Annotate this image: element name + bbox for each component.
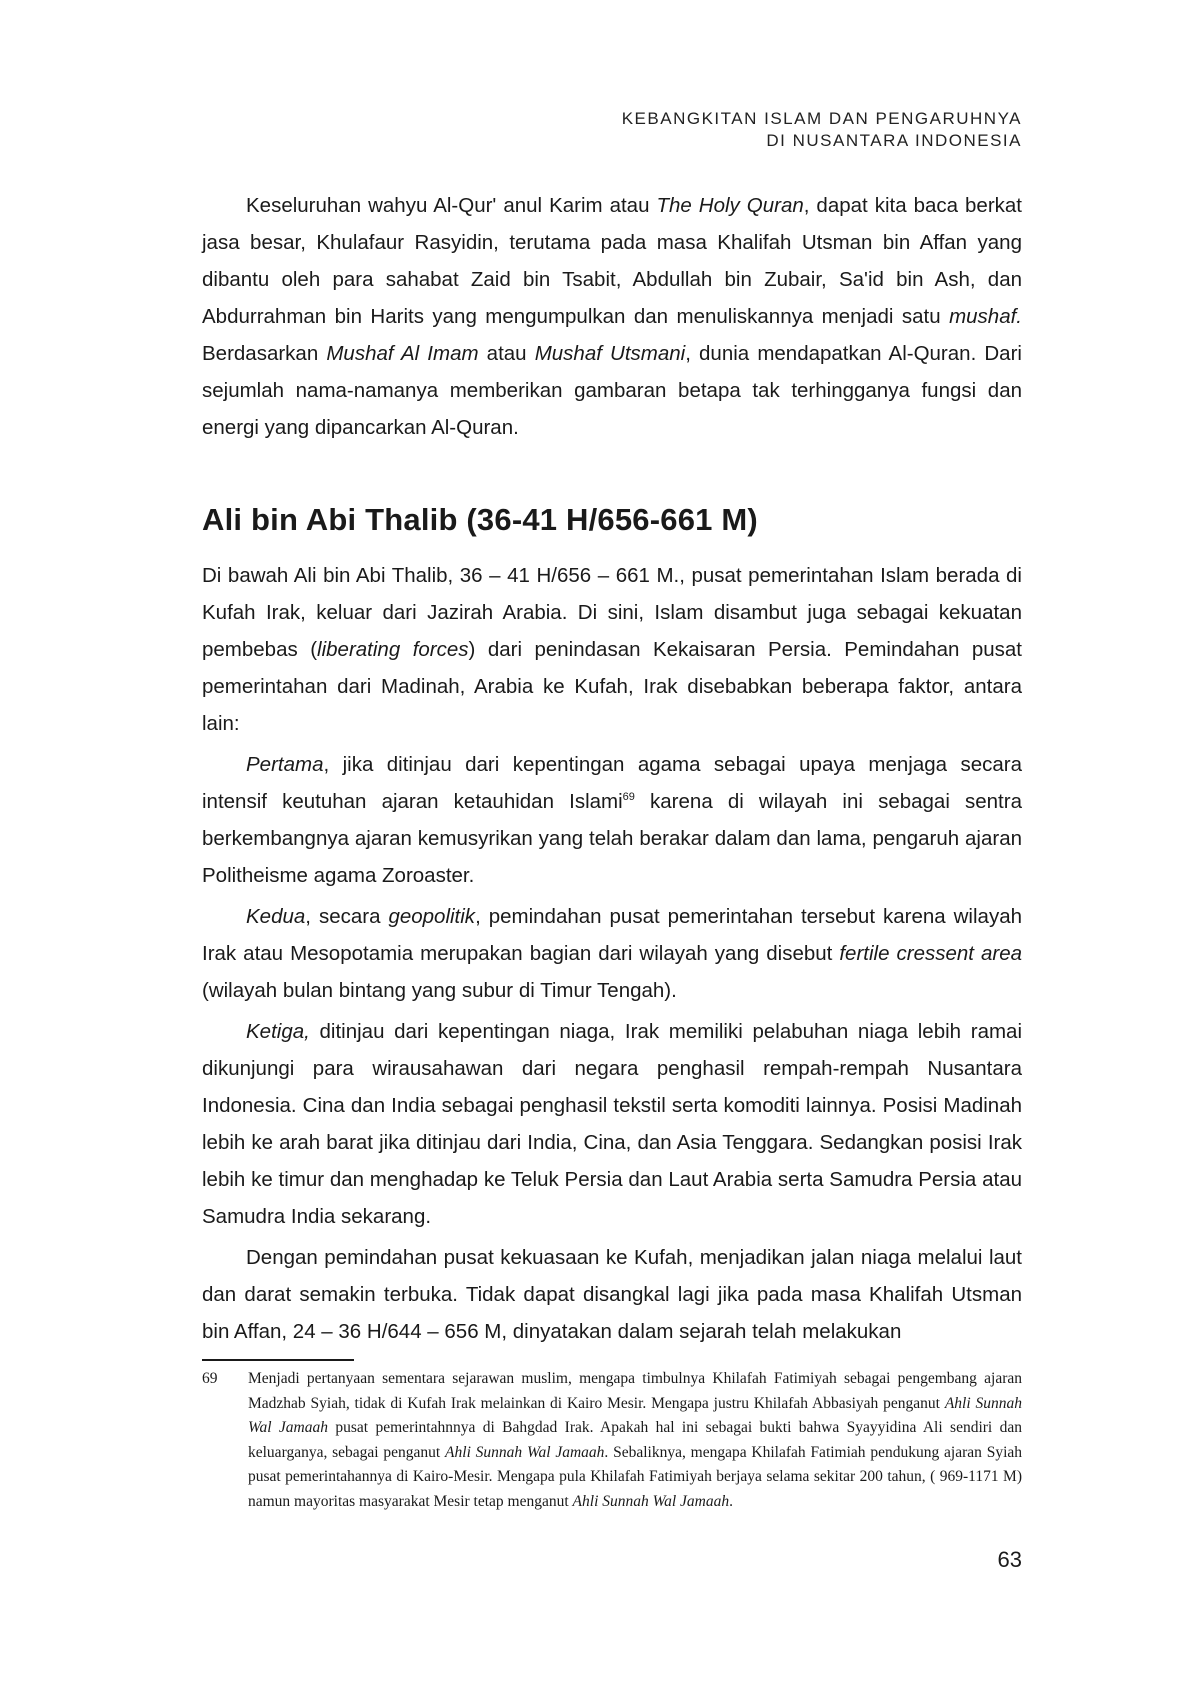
section-paragraph-5: [202, 1239, 1022, 1350]
text-run: ) dari penindasan Kekaisaran Persia. Pemindahan pusat pemerintahan dari Madinah, Arabia ke Kufah, Irak disebabkan beberapa faktor, antara lain:: [202, 638, 1022, 735]
text-run: . Sebaliknya, mengapa Khilafah Fatimiah pendukung ajaran Syiah pusat pemerintahannya di Kairo-Mesir. Mengapa pula Khilafah Fatimiyah berjaya selama sekitar 200 tahun, ( 969-1171 M) namun mayoritas masyarakat Mesir tetap menganut: [248, 1443, 1023, 1510]
text-run: , pemindahan pusat pemerintahan tersebut karena wilayah Irak atau Mesopotamia merupakan bagian dari wilayah yang disebut: [202, 905, 1022, 965]
text-run: Menjadi pertanyaan sementara sejarawan muslim, mengapa timbulnya Khilafah Fatimiyah sebagai pengembang ajaran Madzhab Syiah, tidak di Kufah Irak melainkan di Kairo Mesir. Mengapa justru Khilafah Abbasiyah penganut: [248, 1370, 1022, 1412]
italic-term: Kedua: [246, 905, 306, 928]
italic-term: Ahli Sunnah Wal Jamaah: [445, 1443, 605, 1461]
text-run: Keseluruhan wahyu Al-Qur' anul Karim atau: [246, 194, 657, 217]
italic-term: Ahli Sunnah Wal Jamaah: [248, 1394, 1022, 1436]
text-run: , dapat kita baca berkat jasa besar, Khulafaur Rasyidin, terutama pada masa Khalifah Utsman bin Affan yang dibantu oleh para sahabat Zaid bin Tsabit, Abdullah bin Zubair, Sa'id bin Ash, dan Abdurrahman bin Harits yang mengumpulkan dan menuliskannya menjadi satu: [202, 194, 1023, 328]
text-run: karena di wilayah ini sebagai sentra berkembangnya ajaran kemusyrikan yang telah berakar dalam dan lama, pengaruh ajaran Politheisme agama Zoroaster.: [202, 790, 1022, 887]
footnote-number: 69: [202, 1370, 218, 1387]
intro-paragraph: [202, 187, 1022, 446]
italic-term: Mushaf Utsmani: [534, 342, 686, 365]
running-header-line-1: KEBANGKITAN ISLAM DAN PENGARUHNYA: [621, 109, 1022, 128]
italic-term: fertile cressent area: [839, 942, 1022, 965]
footnote: [202, 1367, 1022, 1514]
text-run: Di bawah Ali bin Abi Thalib, 36 – 41 H/656 – 661 M., pusat pemerintahan Islam berada di Kufah Irak, keluar dari Jazirah Arabia. Di sini, Islam disambut juga sebagai kekuatan pembebas (: [202, 564, 1022, 661]
footnote-divider: [202, 1359, 354, 1361]
italic-term: geopolitik: [388, 905, 476, 928]
section-body: [202, 557, 1022, 1354]
italic-term: liberating forces: [317, 638, 469, 661]
italic-term: Ketiga,: [246, 1020, 310, 1043]
italic-term: Mushaf Al Imam: [326, 342, 479, 365]
footnote-reference[interactable]: 69: [622, 791, 635, 804]
running-header-line-2: DI NUSANTARA INDONESIA: [766, 131, 1022, 150]
text-run: , jika ditinjau dari kepentingan agama sebagai upaya menjaga secara intensif keutuhan ajaran ketauhidan Islami: [202, 753, 1022, 813]
section-paragraph-3: [202, 898, 1022, 1009]
section-paragraph-4: [202, 1013, 1022, 1235]
italic-term: Pertama: [246, 753, 324, 776]
text-run: (wilayah bulan bintang yang subur di Timur Tengah).: [202, 979, 677, 1002]
text-run: ditinjau dari kepentingan niaga, Irak memiliki pelabuhan niaga lebih ramai dikunjungi para wirausahawan dari negara penghasil rempah-rempah Nusantara Indonesia. Cina dan India sebagai penghasil tekstil serta komoditi lainnya. Posisi Madinah lebih ke arah barat jika ditinjau dari India, Cina, dan Asia Tenggara. Sedangkan posisi Irak lebih ke timur dan menghadap ke Teluk Persia dan Laut Arabia serta Samudra Persia atau Samudra India sekarang.: [202, 1020, 1022, 1228]
text-run: , secara: [305, 905, 389, 928]
section-paragraph-1: [202, 557, 1022, 742]
text-run: atau: [478, 342, 535, 365]
footnote-text: [248, 1367, 1022, 1514]
section-heading: Ali bin Abi Thalib (36-41 H/656-661 M): [202, 502, 758, 537]
running-header: [622, 108, 1022, 152]
text-run: pusat pemerintahnnya di Bahgdad Irak. Apakah hal ini sebagai bukti bahwa Syayyidina Ali sendiri dan keluarganya, sebagai penganut: [248, 1419, 1023, 1461]
text-run: , dunia mendapatkan Al-Quran. Dari sejumlah nama-namanya memberikan gambaran betapa tak terhingganya fungsi dan energi yang dipancarkan Al-Quran.: [202, 342, 1022, 439]
italic-term: The Holy Quran: [656, 194, 804, 217]
text-run: Dengan pemindahan pusat kekuasaan ke Kufah, menjadikan jalan niaga melalui laut dan darat semakin terbuka. Tidak dapat disangkal lagi jika pada masa Khalifah Utsman bin Affan, 24 – 36 H/644 – 656 M, dinyatakan dalam sejarah telah melakukan: [202, 1246, 1022, 1343]
section-paragraph-2: [202, 746, 1022, 894]
page-number: 63: [997, 1547, 1022, 1572]
italic-term: mushaf.: [949, 305, 1022, 328]
italic-term: Ahli Sunnah Wal Jamaah: [572, 1492, 730, 1510]
text-run: Berdasarkan: [202, 342, 327, 365]
text-run: .: [729, 1492, 733, 1510]
